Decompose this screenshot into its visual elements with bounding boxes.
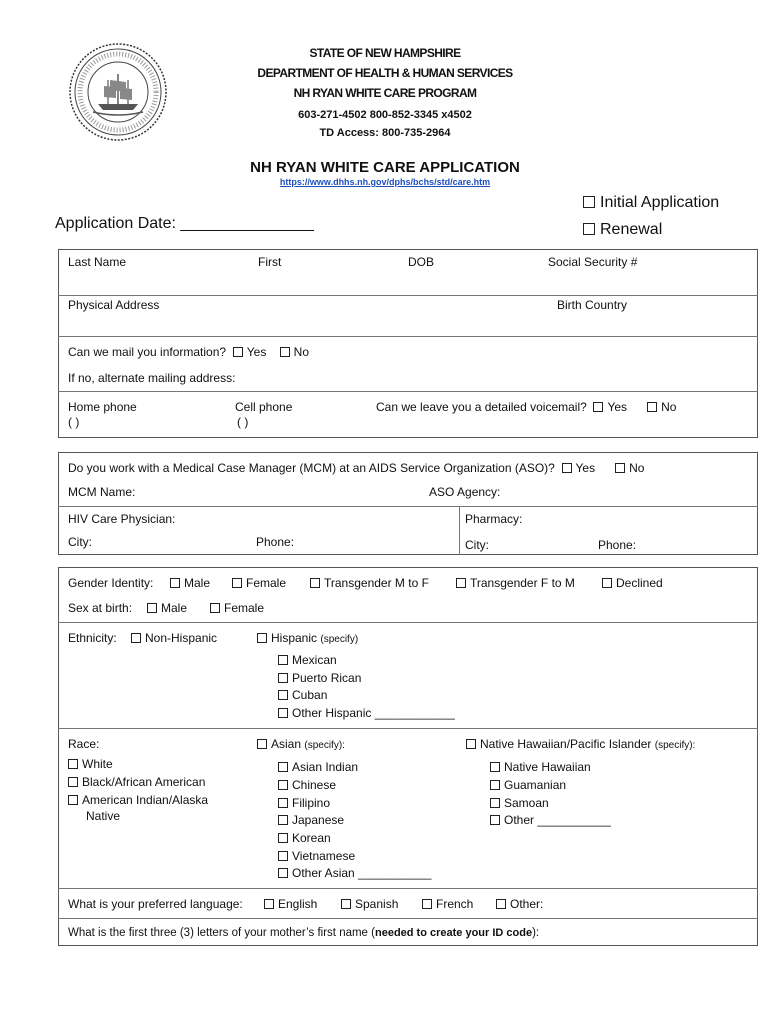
cell-phone-area: ( ) xyxy=(237,415,249,429)
program-url[interactable]: https://www.dhhs.nh.gov/dphs/bchs/std/care.htm xyxy=(279,177,491,187)
race-black-option[interactable]: Black/African American xyxy=(68,775,205,789)
checkbox[interactable] xyxy=(170,578,180,588)
checkbox[interactable] xyxy=(490,815,500,825)
checkbox[interactable] xyxy=(264,899,274,909)
language-english-option[interactable]: English xyxy=(264,897,317,911)
checkbox[interactable] xyxy=(68,777,78,787)
initial-application-option[interactable]: Initial Application xyxy=(583,194,719,212)
gender-male-option[interactable]: Male xyxy=(170,576,210,590)
checkbox[interactable] xyxy=(210,603,220,613)
race-label: Race: xyxy=(68,737,100,751)
gender-declined-option[interactable]: Declined xyxy=(602,576,663,590)
asian-other-option[interactable]: Other Asian ___________ xyxy=(278,866,431,880)
language-french-option[interactable]: French xyxy=(422,897,473,911)
checkbox[interactable] xyxy=(490,798,500,808)
renewal-option[interactable]: Renewal xyxy=(583,221,662,239)
race-american-indian-option[interactable]: American Indian/Alaska xyxy=(68,793,208,807)
hispanic-puerto-rican-option[interactable]: Puerto Rican xyxy=(278,671,361,685)
mother-name-question[interactable]: What is the first three (3) letters of your mother’s first name (needed to create your ID code): xyxy=(68,927,540,939)
mcm-yes-checkbox[interactable] xyxy=(562,463,572,473)
home-phone-field[interactable]: Home phone xyxy=(68,400,137,414)
checkbox[interactable] xyxy=(341,899,351,909)
header-state: STATE OF NEW HAMPSHIRE xyxy=(309,46,461,60)
gender-female-option[interactable]: Female xyxy=(232,576,286,590)
first-name-field[interactable]: First xyxy=(258,255,282,269)
hispanic-other-option[interactable]: Other Hispanic ____________ xyxy=(278,706,455,720)
header-td-access: TD Access: 800-735-2964 xyxy=(319,127,451,139)
form-title: NH RYAN WHITE CARE APPLICATION xyxy=(250,159,520,176)
divider xyxy=(58,728,758,729)
checkbox[interactable] xyxy=(278,673,288,683)
checkbox[interactable] xyxy=(466,739,476,749)
voicemail-no-checkbox[interactable] xyxy=(647,402,657,412)
mail-no-checkbox[interactable] xyxy=(280,347,290,357)
header-program: NH RYAN WHITE CARE PROGRAM xyxy=(293,86,477,100)
hispanic-mexican-option[interactable]: Mexican xyxy=(278,653,337,667)
birth-country-field[interactable]: Birth Country xyxy=(557,298,628,312)
checkbox[interactable] xyxy=(422,899,432,909)
divider xyxy=(58,622,758,623)
asian-chinese-option[interactable]: Chinese xyxy=(278,778,336,792)
divider xyxy=(58,336,758,337)
race-white-option[interactable]: White xyxy=(68,757,113,771)
divider xyxy=(459,506,460,555)
race-nhpi-option[interactable]: Native Hawaiian/Pacific Islander (specify): xyxy=(466,737,695,751)
voicemail-yes-checkbox[interactable] xyxy=(593,402,603,412)
mail-question: Can we mail you information? Yes No xyxy=(68,345,310,359)
hispanic-cuban-option[interactable]: Cuban xyxy=(278,688,327,702)
checkbox[interactable] xyxy=(147,603,157,613)
checkbox[interactable] xyxy=(278,708,288,718)
divider xyxy=(58,888,758,889)
checkbox[interactable] xyxy=(257,739,267,749)
divider xyxy=(58,295,758,296)
sex-male-option[interactable]: Male xyxy=(147,601,187,615)
asian-japanese-option[interactable]: Japanese xyxy=(278,813,344,827)
checkbox[interactable] xyxy=(310,578,320,588)
alternate-mailing-field[interactable]: If no, alternate mailing address: xyxy=(68,371,236,385)
checkbox[interactable] xyxy=(278,868,288,878)
checkbox[interactable] xyxy=(278,798,288,808)
checkbox[interactable] xyxy=(496,899,506,909)
checkbox[interactable] xyxy=(278,655,288,665)
header-department: DEPARTMENT OF HEALTH & HUMAN SERVICES xyxy=(257,66,513,80)
checkbox[interactable] xyxy=(68,759,78,769)
checkbox[interactable] xyxy=(278,815,288,825)
pharmacy-city-field[interactable]: City: xyxy=(465,538,489,552)
nhpi-native-hawaiian-option[interactable]: Native Hawaiian xyxy=(490,760,591,774)
checkbox[interactable] xyxy=(278,690,288,700)
language-spanish-option[interactable]: Spanish xyxy=(341,897,398,911)
pharmacy-phone-field[interactable]: Phone: xyxy=(598,538,637,552)
checkbox[interactable] xyxy=(278,851,288,861)
sex-female-option[interactable]: Female xyxy=(210,601,264,615)
mcm-question: Do you work with a Medical Case Manager (MCM) at an AIDS Service Organization (ASO)? Yes No xyxy=(68,461,645,475)
checkbox[interactable] xyxy=(278,833,288,843)
checkbox[interactable] xyxy=(583,196,595,208)
ssn-field[interactable]: Social Security # xyxy=(548,255,638,269)
gender-trans-ftm-option[interactable]: Transgender F to M xyxy=(456,576,575,590)
dob-field[interactable]: DOB xyxy=(408,255,435,269)
checkbox[interactable] xyxy=(131,633,141,643)
demographics-section xyxy=(58,567,758,946)
voicemail-question: Can we leave you a detailed voicemail? Yes No xyxy=(376,400,677,414)
gender-label: Gender Identity: xyxy=(68,576,154,590)
race-american-indian-continued: Native xyxy=(86,809,121,823)
mcm-name-field[interactable]: MCM Name: xyxy=(68,485,136,499)
physician-field[interactable]: HIV Care Physician: xyxy=(68,512,176,526)
sex-at-birth-label: Sex at birth: xyxy=(68,601,133,615)
mcm-no-checkbox[interactable] xyxy=(615,463,625,473)
ethnicity-label: Ethnicity: xyxy=(68,631,117,645)
checkbox[interactable] xyxy=(456,578,466,588)
checkbox[interactable] xyxy=(490,762,500,772)
asian-korean-option[interactable]: Korean xyxy=(278,831,331,845)
nhpi-other-option[interactable]: Other ___________ xyxy=(490,813,611,827)
checkbox[interactable] xyxy=(257,633,267,643)
non-hispanic-option[interactable]: Non-Hispanic xyxy=(131,631,217,645)
checkbox[interactable] xyxy=(490,780,500,790)
checkbox[interactable] xyxy=(278,762,288,772)
divider xyxy=(58,918,758,919)
nhpi-guamanian-option[interactable]: Guamanian xyxy=(490,778,566,792)
race-asian-option[interactable]: Asian (specify): xyxy=(257,737,345,751)
last-name-field[interactable]: Last Name xyxy=(68,255,127,269)
physician-city-field[interactable]: City: xyxy=(68,535,92,549)
checkbox[interactable] xyxy=(602,578,612,588)
divider xyxy=(58,391,758,392)
divider xyxy=(58,506,758,507)
checkbox[interactable] xyxy=(68,795,78,805)
mail-yes-checkbox[interactable] xyxy=(233,347,243,357)
nhpi-samoan-option[interactable]: Samoan xyxy=(490,796,549,810)
checkbox[interactable] xyxy=(278,780,288,790)
asian-filipino-option[interactable]: Filipino xyxy=(278,796,330,810)
cell-phone-field[interactable]: Cell phone xyxy=(235,400,293,414)
language-label: What is your preferred language: xyxy=(68,897,243,911)
physician-phone-field[interactable]: Phone: xyxy=(256,535,295,549)
physical-address-field[interactable]: Physical Address xyxy=(68,298,160,312)
asian-indian-option[interactable]: Asian Indian xyxy=(278,760,358,774)
asian-vietnamese-option[interactable]: Vietnamese xyxy=(278,849,355,863)
language-other-option[interactable]: Other: xyxy=(496,897,543,911)
gender-trans-mtf-option[interactable]: Transgender M to F xyxy=(310,576,429,590)
pharmacy-field[interactable]: Pharmacy: xyxy=(465,512,523,526)
home-phone-area: ( ) xyxy=(68,415,80,429)
hispanic-option[interactable]: Hispanic (specify) xyxy=(257,631,358,645)
checkbox[interactable] xyxy=(583,223,595,235)
checkbox[interactable] xyxy=(232,578,242,588)
header-phones: 603-271-4502 800-852-3345 x4502 xyxy=(298,109,472,121)
aso-agency-field[interactable]: ASO Agency: xyxy=(429,485,501,499)
application-date-field[interactable]: Application Date: _______________ xyxy=(55,215,314,232)
